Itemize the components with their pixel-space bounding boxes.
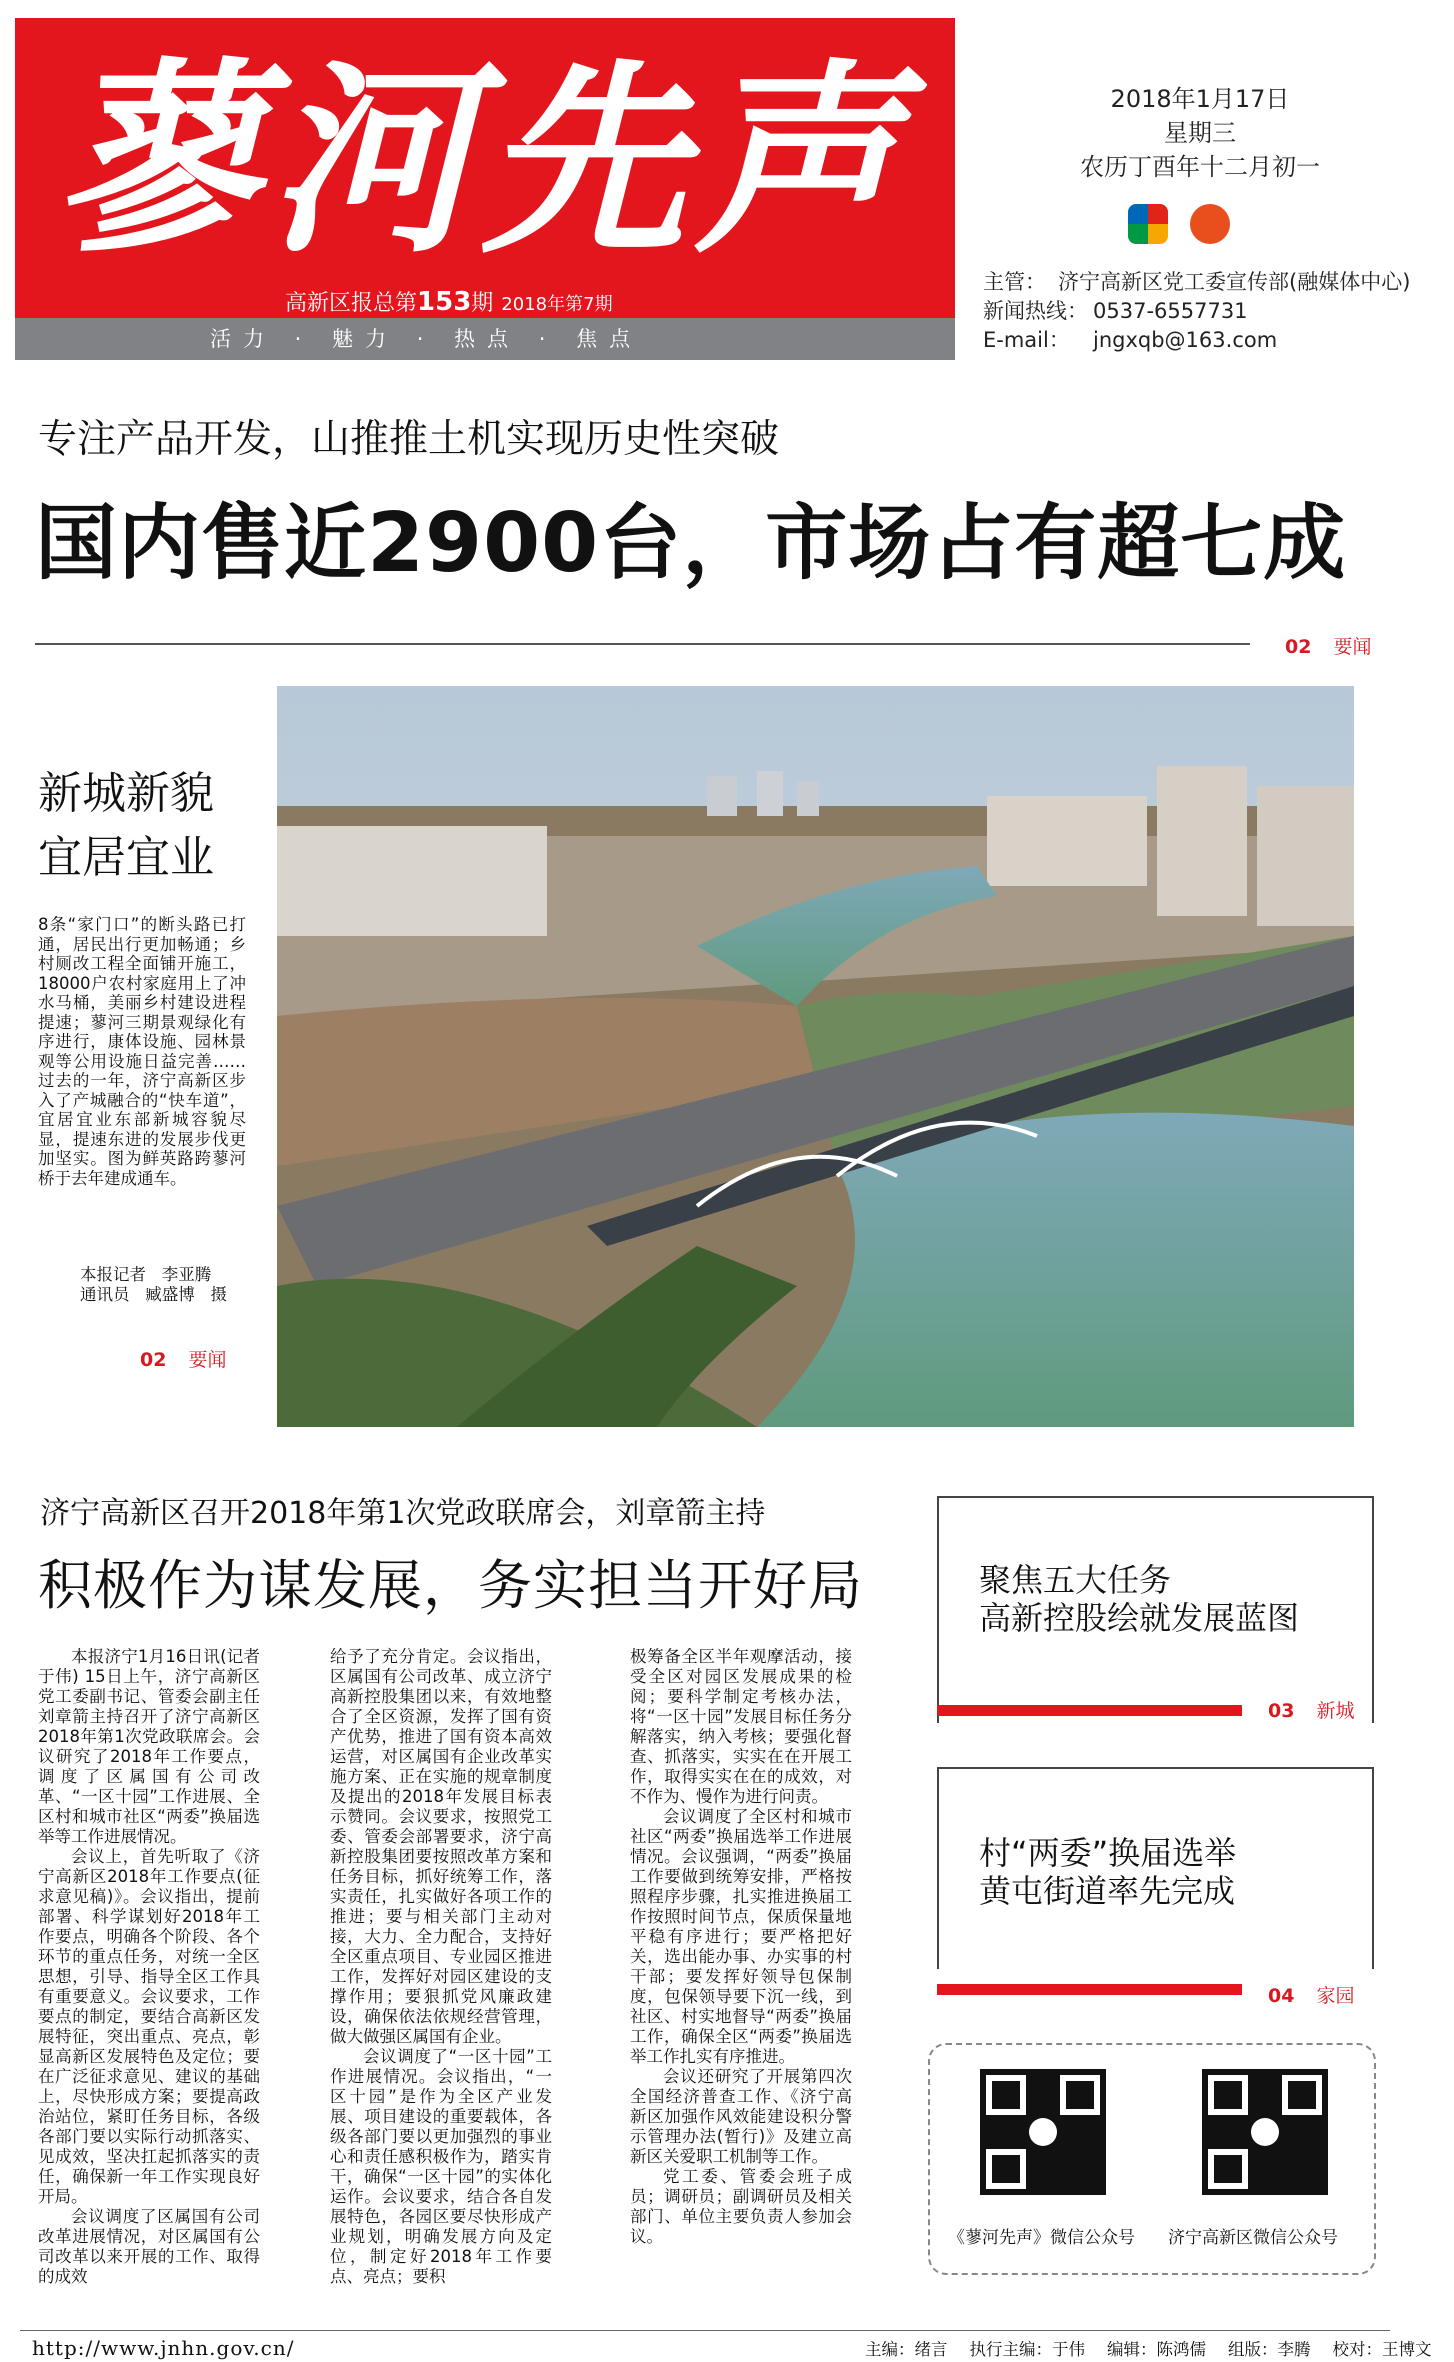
teaser-title-line2: 高新控股绘就发展蓝图 [979, 1599, 1300, 1637]
masthead-banner [15, 18, 955, 318]
issue-suffix: 期 [471, 291, 494, 316]
story2-column-1 [38, 1647, 260, 2287]
paragraph: 会议上，首先听取了《济宁高新区2018年工作要点(征求意见稿)》。会议指出，提前部署、科学谋划好2018年工作要点，明确各个阶段、各个环节的重点任务，对统一全区思想，引导、指导全区工作具有重要意义。会议要求，工作要点的制定，要结合高新区发展特征，突出重点、亮点，彰显高新区发展特色及定位；要在广泛征求意见、建议的基础上，尽快形成方案；要提高政治站位，紧盯任务目标，各级各部门要以实际行动抓落实、见成效，坚决扛起抓落实的责任，确保新一年工作实现良好开局。 [38, 1847, 260, 2206]
teaser-page-ref[interactable] [1268, 1981, 1354, 2008]
media-logo-icon [1128, 204, 1168, 244]
lunar-date: 农历丁酉年十二月初一 [1080, 153, 1320, 181]
paragraph: 给予了充分肯定。会议指出，区属国有公司改革、成立济宁高新控股集团以来，有效地整合了全区资源，发挥了国有资产优势，推进了国有资本高效运营，对区属国有企业改革实施方案、正在实施的规章制度及提出的2018年发展目标表示赞同。会议要求，按照党工委、管委会部署要求，济宁高新控股集团要按照改革方案和任务目标，抓好统筹工作，落实责任，扎实做好各项工作的推进；要与相关部门主动对接，大力、全力配合，支持好全区重点项目、专业园区推进工作，发挥好对园区建设的支撑作用；要狠抓党风廉政建设，确保依法依规经营管理，做大做强区属国有企业。 [330, 1647, 552, 2046]
proofreader: 校对：王博文 [1332, 2340, 1432, 2359]
teaser-title-line2: 黄屯街道率先完成 [979, 1872, 1236, 1910]
photo-caption: 8条“家门口”的断头路已打通，居民出行更加畅通；乡村厕改工程全面铺开施工，18000户农村家庭用上了冲水马桶，美丽乡村建设进程提速；蓼河三期景观绿化有序进行，康体设施、园林景观等公用设施日益完善……过去的一年，济宁高新区步入了产城融合的“快车道”，宜居宜业东部新城容貌尽显，提速东进的发展步伐更加坚实。图为鲜英路跨蓼河桥于去年建成通车。 [38, 915, 246, 1188]
wechat-qr-code-icon[interactable] [980, 2069, 1106, 2195]
qr-label: 济宁高新区微信公众号 [1168, 2228, 1338, 2248]
publication-date: 2018年1月17日 [1110, 85, 1290, 113]
teaser-page-ref[interactable] [1268, 1696, 1354, 1723]
story2-column-3 [630, 1647, 852, 2247]
photo-illustration [277, 686, 1354, 1427]
weekday: 星期三 [1164, 119, 1236, 147]
wechat-qr-code-icon[interactable] [1202, 2069, 1328, 2195]
issue-count: 153 [417, 287, 472, 317]
editor: 编辑：陈鸿儒 [1107, 2340, 1206, 2359]
contact-info [983, 268, 1410, 355]
teaser-title-line1: 聚焦五大任务 [979, 1561, 1172, 1599]
lead-page-ref[interactable] [1285, 632, 1371, 659]
hotline-label: 新闻热线： [983, 299, 1088, 323]
teaser-title [979, 1834, 1236, 1910]
staff-credits [865, 2336, 1454, 2360]
issue-number [285, 286, 613, 317]
teaser-red-bar [937, 1984, 1242, 1995]
section-name: 新城 [1316, 1700, 1355, 1722]
email-link[interactable]: jngxqb@163.com [1093, 328, 1278, 352]
page-number: 02 [1285, 636, 1312, 658]
newspaper-logo: 蓼河先声 [55, 41, 907, 281]
lead-kicker: 专注产品开发，山推推土机实现历史性突破 [38, 417, 780, 462]
teaser-title-line1: 村“两委”换届选举 [979, 1834, 1237, 1872]
teaser-red-bar [937, 1705, 1242, 1716]
story2-headline[interactable]: 积极作为谋发展，务实担当开好局 [38, 1554, 863, 1617]
story2-kicker: 济宁高新区召开2018年第1次党政联席会，刘章箭主持 [40, 1496, 766, 1531]
teaser-box-xincheng[interactable] [937, 1496, 1374, 1723]
issue-year: 2018年第7期 [501, 294, 613, 315]
media-icons [1128, 204, 1230, 248]
exec-editor: 执行主编：于伟 [969, 2340, 1085, 2359]
paragraph: 会议调度了全区村和城市社区“两委”换届选举工作进展情况。会议强调，“两委”换届工作要做到统筹安排，严格按照程序步骤，扎实推进换届工作按照时间节点，保质保量地平稳有序进行；要严格把好关，选出能办事、办实事的村干部；要发挥好领导包保制度，包保领导要下沉一线，到社区、村实地督导“两委”换届工作，确保全区“两委”换届选举工作扎实有序推进。 [630, 1807, 852, 2066]
hotline: 0537-6557731 [1093, 299, 1248, 323]
paragraph: 极筹备全区半年观摩活动，接受全区对园区发展成果的检阅；要科学制定考核办法，将“一区十园”发展目标任务分解落实，纳入考核；要强化督查、抓落实，实实在在开展工作，取得实实在在的成效，对不作为、慢作为进行问责。 [630, 1647, 852, 1806]
paragraph: 会议调度了区属国有公司改革进展情况，对区属国有公司改革以来开展的工作、取得的成效 [38, 2207, 260, 2286]
section-name: 要闻 [188, 1349, 227, 1371]
lead-headline[interactable]: 国内售近2900台，市场占有超七成 [35, 496, 1347, 591]
feature-page-ref[interactable] [140, 1345, 226, 1372]
qr-code-panel [928, 2043, 1376, 2275]
red-emblem-icon [1190, 204, 1230, 244]
page-number: 03 [1268, 1700, 1295, 1722]
city-bridge-photo [277, 686, 1354, 1427]
photo-credit [80, 1265, 227, 1305]
paragraph: 会议还研究了开展第四次全国经济普查工作、《济宁高新区加强作风效能建设积分警示管理办法(暂行)》及建立高新区关爱职工机制等工作。 [630, 2067, 852, 2166]
credit-photographer: 通讯员 臧盛博 摄 [80, 1285, 227, 1304]
story2-column-2 [330, 1647, 552, 2287]
feature-title [38, 762, 214, 890]
page-number: 04 [1268, 1985, 1295, 2007]
divider [35, 643, 1250, 645]
host-label: 主管： [983, 270, 1046, 294]
credit-reporter: 本报记者 李亚腾 [80, 1265, 212, 1284]
section-name: 家园 [1316, 1985, 1355, 2007]
layout-editor: 组版：李腾 [1228, 2340, 1311, 2359]
chief-editor: 主编：绪言 [865, 2340, 948, 2359]
feature-title-line1: 新城新貌 [38, 768, 214, 819]
teaser-box-jiayuan[interactable] [937, 1767, 1374, 1969]
host: 济宁高新区党工委宣传部(融媒体中心) [1058, 270, 1411, 294]
teaser-title [979, 1561, 1299, 1637]
issue-prefix: 高新区报总第 [285, 291, 418, 316]
feature-title-line2: 宜居宜业 [38, 832, 214, 883]
footer-divider [20, 2330, 1390, 2331]
date-block [1055, 82, 1345, 184]
paragraph: 本报济宁1月16日讯(记者 于伟) 15日上午，济宁高新区党工委副书记、管委会副主任刘章箭主持召开了济宁高新区2018年第1次党政联席会。会议研究了2018年工作要点，调度了区属国有公司改革、“一区十园”工作进展、全区村和城市社区“两委”换届选举等工作进展情况。 [38, 1647, 260, 1846]
website-link[interactable]: http://www.jnhn.gov.cn/ [32, 2336, 295, 2360]
slogan-bar: 活力 · 魅力 · 热点 · 焦点 [15, 318, 955, 360]
email-label: E-mail： [983, 328, 1070, 352]
section-name: 要闻 [1333, 636, 1372, 658]
qr-label: 《蓼河先声》微信公众号 [948, 2228, 1135, 2248]
paragraph: 党工委、管委会班子成员；调研员；副调研员及相关部门、单位主要负责人参加会议。 [630, 2167, 852, 2246]
page-number: 02 [140, 1349, 167, 1371]
paragraph: 会议调度了“一区十园”工作进展情况。会议指出，“一区十园”是作为全区产业发展、项目建设的重要载体，各级各部门要以更加强烈的事业心和责任感积极作为，踏实肯干，确保“一区十园”的实体化运作。会议要求，结合各自发展特色，各园区要尽快形成产业规划，明确发展方向及定位，制定好2018年工作要点、亮点；要积 [330, 2047, 552, 2286]
